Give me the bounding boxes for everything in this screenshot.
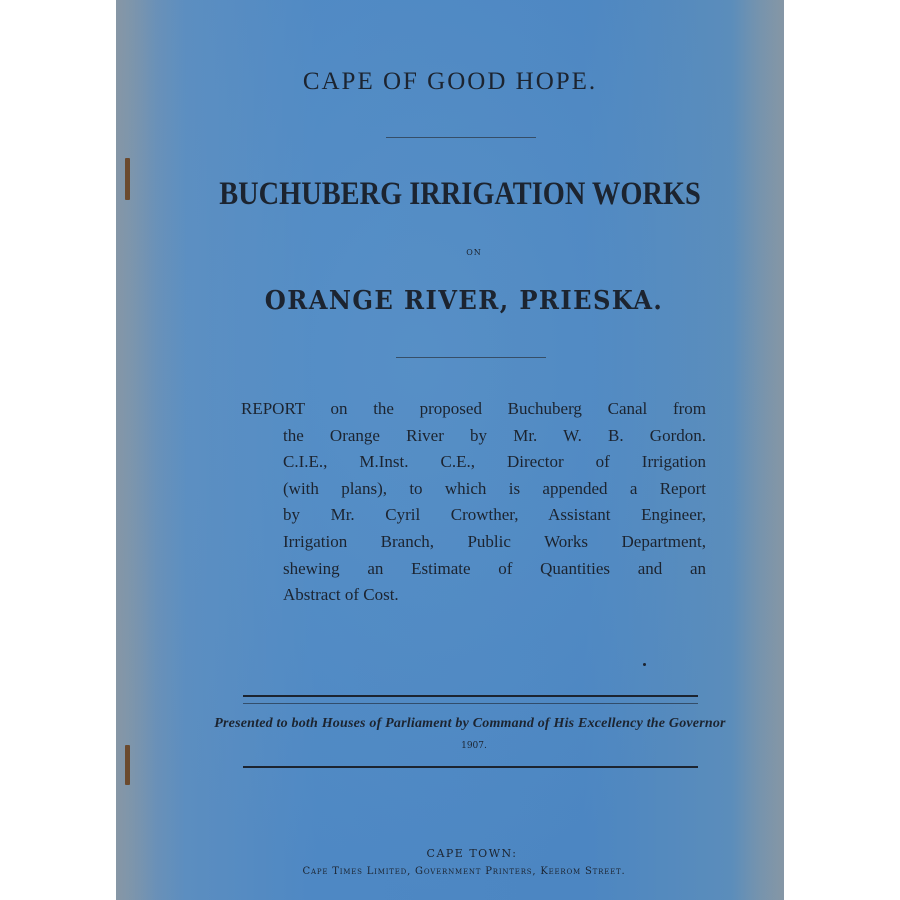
report-title: BUCHUBERG IRRIGATION WORKS bbox=[219, 176, 701, 212]
divider-top bbox=[386, 137, 536, 138]
report-line: Irrigation Branch, Public Works Department, bbox=[283, 531, 706, 551]
rule-presented-top bbox=[243, 695, 698, 697]
colony-heading: CAPE OF GOOD HOPE. bbox=[302, 68, 598, 95]
report-line: REPORT on the proposed Buchuberg Canal from bbox=[241, 399, 706, 418]
report-line: the Orange River by Mr. W. B. Gordon. bbox=[283, 425, 706, 445]
report-cover bbox=[116, 0, 784, 900]
staple-bottom bbox=[125, 745, 130, 785]
presentation-note: Presented to both Houses of Parliament by Command of His Excellency the Governor bbox=[214, 716, 726, 731]
report-line: by Mr. Cyril Crowther, Assistant Engineer, bbox=[283, 505, 706, 525]
report-line: Abstract of Cost. bbox=[283, 585, 399, 605]
divider-middle bbox=[396, 357, 546, 358]
report-description bbox=[241, 396, 706, 609]
rule-presented-bottom bbox=[243, 766, 698, 768]
report-line: shewing an Estimate of Quantities and an bbox=[283, 558, 706, 578]
imprint-printer: Cape Times Limited, Government Printers, Keerom Street. bbox=[302, 866, 626, 877]
report-line: C.I.E., M.Inst. C.E., Director of Irrigation bbox=[283, 452, 706, 472]
report-line: (with plans), to which is appended a Report bbox=[283, 478, 706, 498]
staple-top bbox=[125, 158, 130, 200]
publication-year: 1907. bbox=[461, 741, 487, 751]
imprint-place: CAPE TOWN: bbox=[426, 847, 518, 860]
ink-speck bbox=[643, 663, 646, 666]
report-subtitle: ORANGE RIVER, PRIESKA. bbox=[264, 286, 664, 316]
title-connector: ON bbox=[466, 248, 482, 257]
rule-presented-top-thin bbox=[243, 703, 698, 704]
